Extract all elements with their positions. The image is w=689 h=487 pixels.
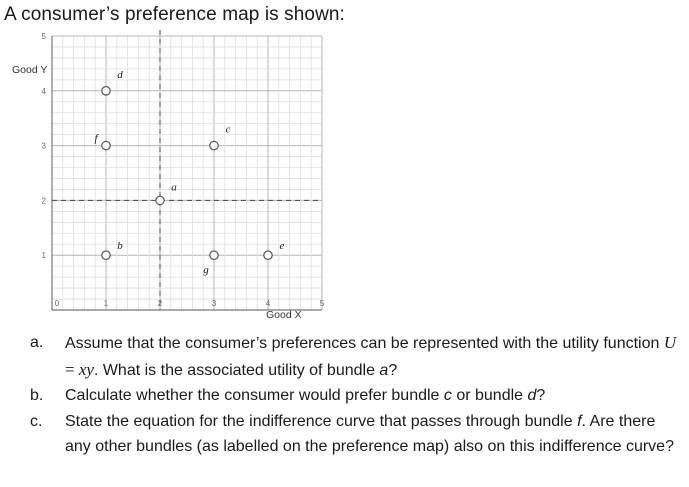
y-tick-label: 4 bbox=[41, 86, 46, 96]
question-list bbox=[30, 330, 685, 460]
question-c-text-1: State the equation for the indifference curve that passes through bundle bbox=[65, 412, 578, 430]
y-tick-label: 1 bbox=[41, 251, 46, 261]
question-a-text-1: Assume that the consumer’s preferences can be represented with the utility function bbox=[65, 335, 664, 352]
question-b-text-3: ? bbox=[536, 387, 546, 404]
question-a-text-2: . What is the associated utility of bundle bbox=[93, 361, 380, 379]
bundle-f-ref: f bbox=[577, 412, 582, 430]
point-d bbox=[102, 87, 110, 95]
point-label-c: c bbox=[225, 123, 231, 136]
bundle-a-ref: a bbox=[379, 361, 389, 379]
point-label-g: g bbox=[203, 264, 209, 277]
question-a-marker: a. bbox=[30, 334, 44, 351]
point-label-d: d bbox=[117, 68, 123, 81]
point-a bbox=[156, 196, 164, 204]
x-tick-label: 4 bbox=[265, 299, 271, 308]
question-c-text-2: . Are there any other bundles (as labelled on the preference map) also on this indifference curve? bbox=[65, 412, 674, 455]
point-label-f: f bbox=[94, 132, 98, 145]
x-tick-label: 3 bbox=[211, 299, 217, 308]
question-b-marker: b. bbox=[30, 387, 44, 404]
question-heading: A consumer’s preference map is shown: bbox=[4, 4, 345, 25]
x-tick-label: 5 bbox=[319, 299, 325, 308]
utility-symbol-u: U bbox=[663, 333, 677, 352]
question-c bbox=[30, 409, 685, 460]
bundle-d-ref: d bbox=[527, 387, 537, 404]
point-b bbox=[102, 251, 110, 259]
x-tick-label: 1 bbox=[103, 299, 109, 308]
point-f bbox=[102, 141, 110, 149]
y-axis-label: Good Y bbox=[12, 64, 48, 76]
point-e bbox=[264, 251, 272, 259]
point-c bbox=[210, 141, 218, 149]
question-a bbox=[30, 330, 685, 383]
equals-sign: = bbox=[65, 359, 79, 379]
question-c-marker: c. bbox=[30, 412, 43, 430]
x-tick-label: 0 bbox=[54, 299, 60, 308]
point-label-b: b bbox=[117, 240, 123, 253]
point-g bbox=[210, 251, 218, 259]
question-a-text-3: ? bbox=[388, 361, 398, 379]
utility-xy: xy bbox=[78, 359, 94, 379]
bundle-c-ref: c bbox=[443, 387, 452, 404]
y-tick-label: 2 bbox=[41, 196, 46, 206]
question-b bbox=[30, 383, 685, 409]
question-b-text-2: or bundle bbox=[451, 387, 528, 404]
y-tick-label: 3 bbox=[41, 141, 46, 151]
x-tick-label: 2 bbox=[157, 299, 163, 308]
point-label-a: a bbox=[171, 181, 177, 194]
question-b-text-1: Calculate whether the consumer would prefer bundle bbox=[65, 387, 444, 404]
point-label-e: e bbox=[279, 240, 285, 253]
y-tick-label: 5 bbox=[41, 32, 46, 41]
x-axis-label: Good X bbox=[266, 309, 302, 321]
